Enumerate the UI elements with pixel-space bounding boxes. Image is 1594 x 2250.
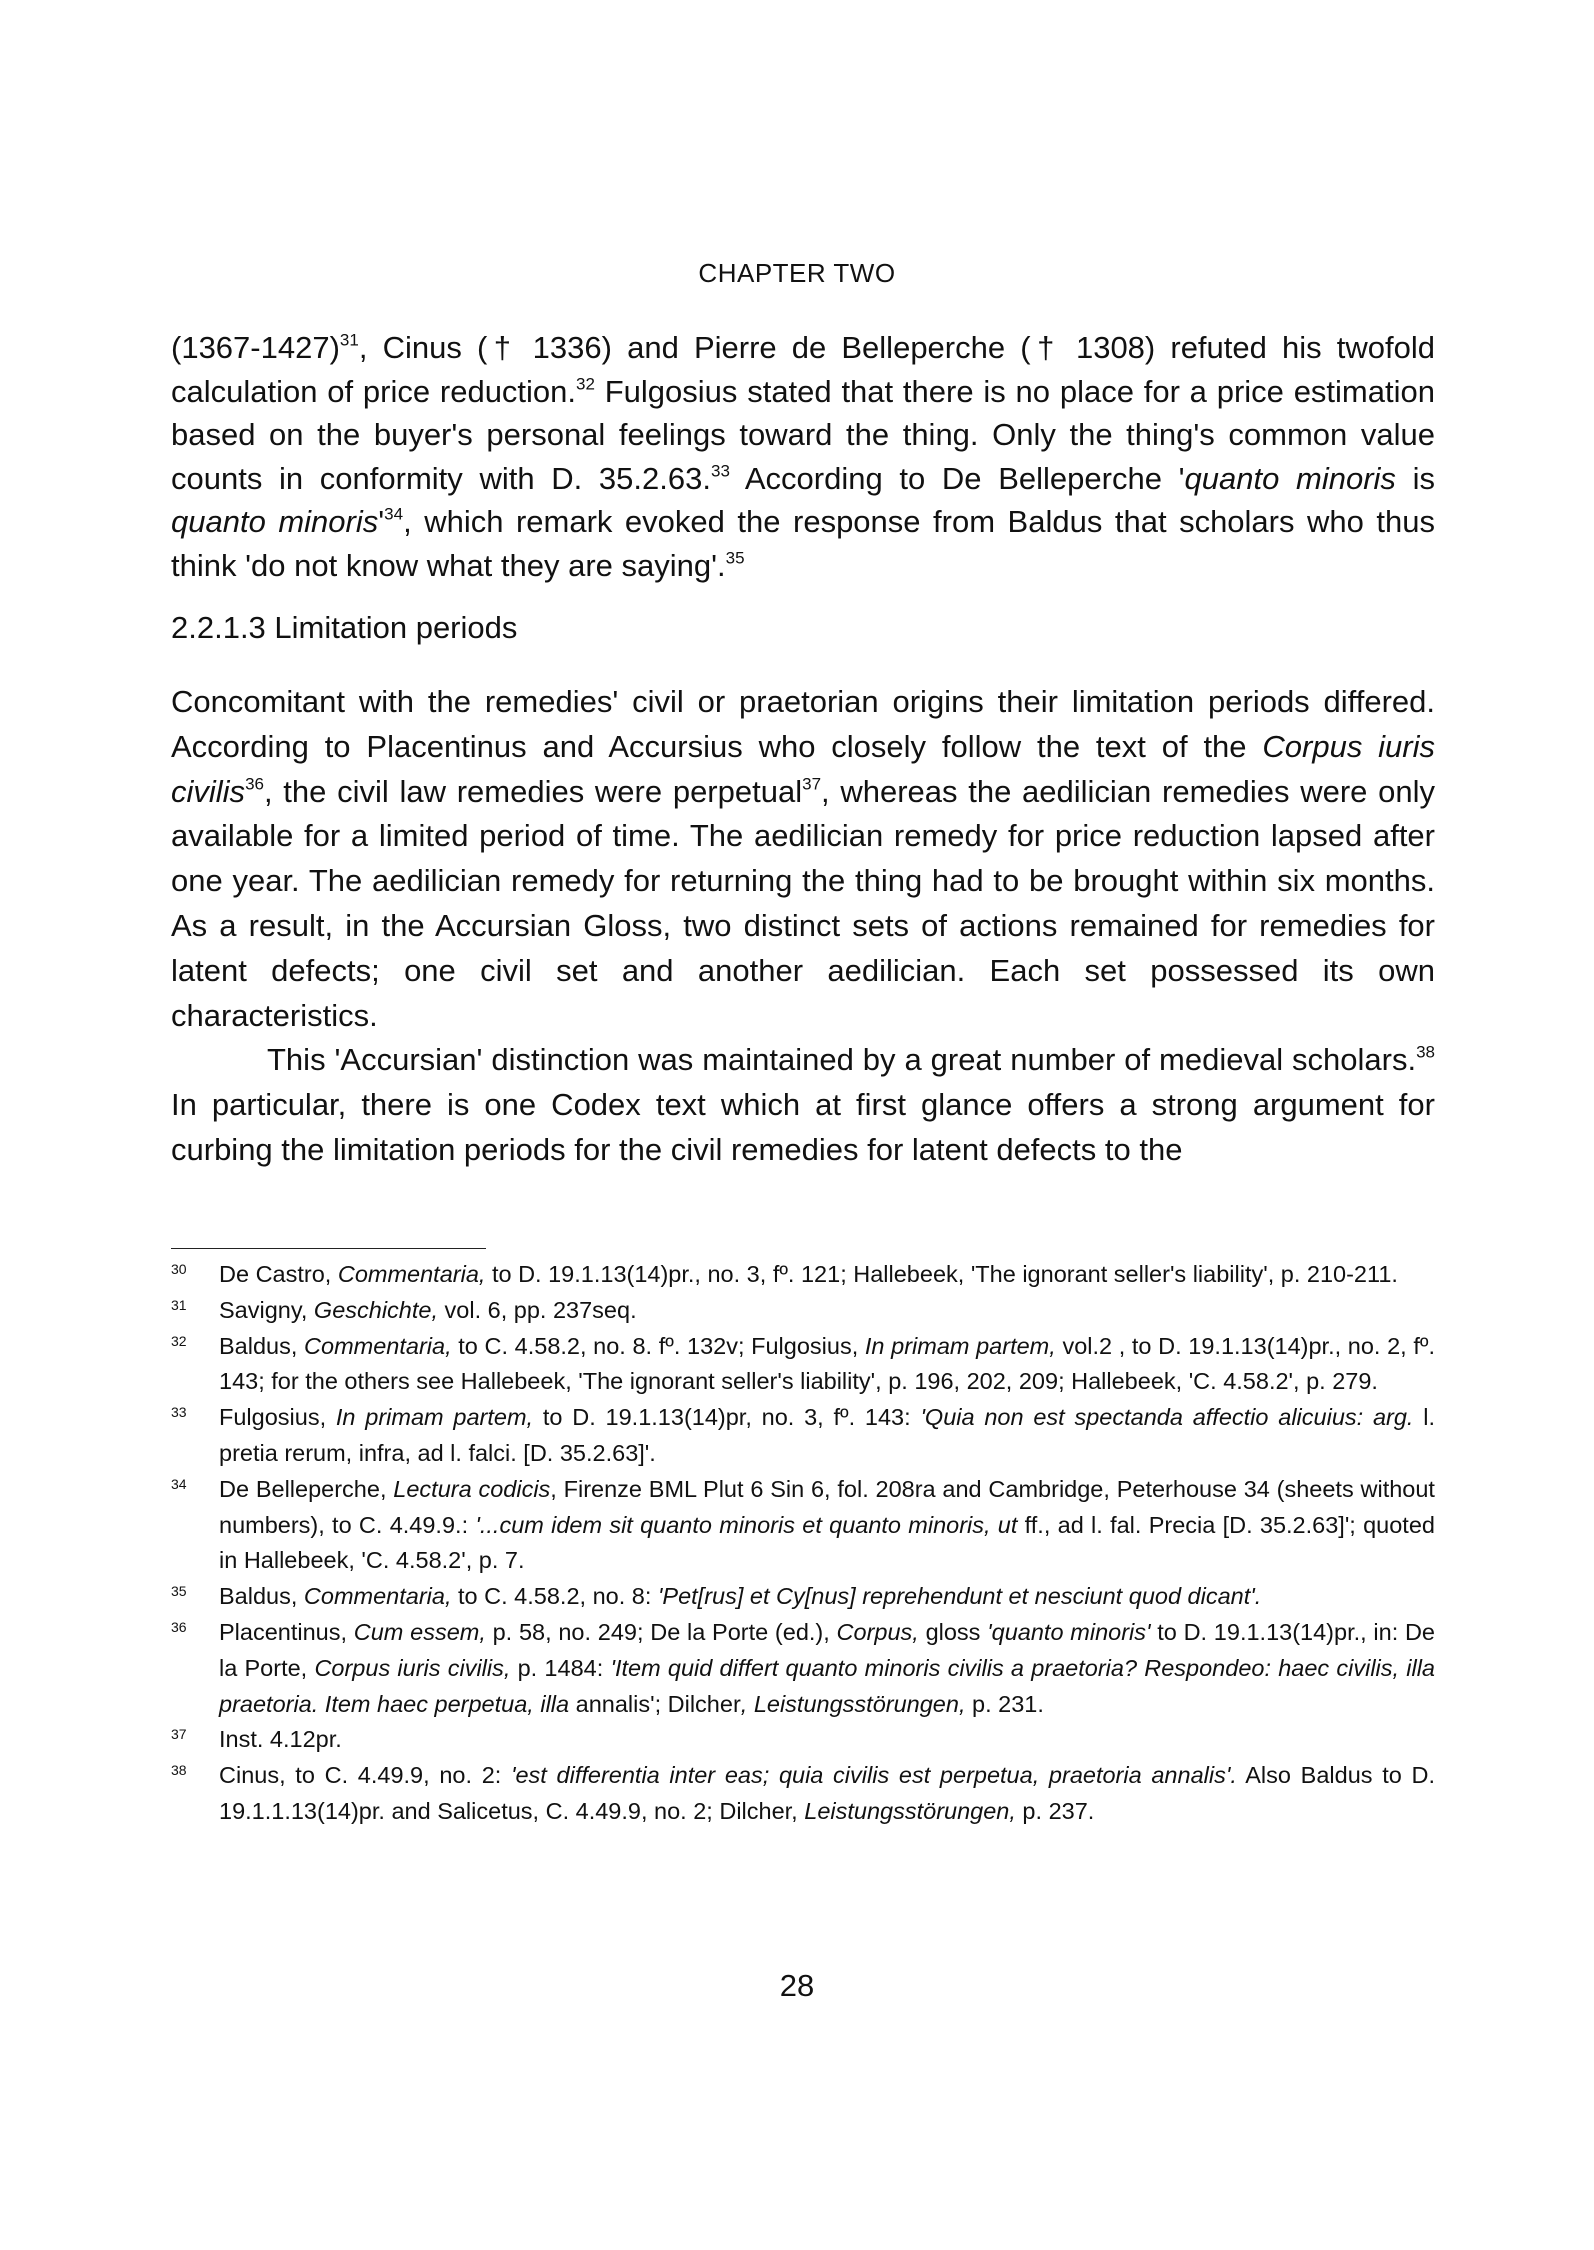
footnote-ref-31: 31: [339, 330, 359, 350]
footnote-35: 35 Baldus, Commentaria, to C. 4.58.2, no. 8: 'Pet[rus] et Cy[nus] reprehendunt et nesciunt quod dicant'.: [171, 1583, 1262, 1610]
paragraph-2-and-3: [171, 680, 1435, 1173]
footnote-ref-34: 34: [384, 504, 404, 524]
footnote-30: 30 De Castro, Commentaria, to D. 19.1.13(14)pr., no. 3, fº. 121; Hallebeek, 'The ignorant seller's liability', p. 210-211.: [171, 1261, 1398, 1287]
footnote-ref-32: 32: [576, 373, 595, 393]
footnote-32: 32 Baldus, Commentaria, to C. 4.58.2, no. 8. fº. 132v; Fulgosius, In primam partem, vol.2 , to D. 19.1.13(14)pr., no. 2, fº. 143; for the others see Hallebeek, 'The ignorant seller's liability', p. 196, 202, 209; Hallebeek, 'C. 4.58.2', p. 279.: [171, 1332, 1435, 1395]
footnote-ref-36: 36: [245, 773, 264, 793]
footnote-ref-33: 33: [710, 460, 730, 480]
section-heading: 2.2.1.3 Limitation periods: [171, 610, 518, 645]
footnote-ref-37: 37: [802, 773, 822, 793]
paragraph-2: Concomitant with the remedies' civil or praetorian origins their limitation periods differed. According to Placentinus and Accursius who closely follow the text of the Corpus iuris civilis$^{36}$, the civil law remedies were perpetual$^{37}$, whereas the aedilician remedies were only available for a limited period of time. The aedilician remedy for price reduction lapsed after one year. The aedilician remedy for returning the thing had to be brought within six months. As a result, in the Accursian Gloss, two distinct sets of actions remained for remedies for latent defects; one civil set and another aedilician. Each set possessed its own characteristics.: [171, 684, 1436, 1033]
footnotes: [171, 1257, 1435, 1830]
footnote-33: 33 Fulgosius, In primam partem, to D. 19.1.13(14)pr, no. 3, fº. 143: 'Quia non est spectanda affectio alicuius: arg. l. pretia rerum, infra, ad l. falci. [D. 35.2.63]'.: [171, 1404, 1435, 1466]
page-number: 28: [779, 1968, 815, 2003]
footnote-ref-38: 38: [1416, 1042, 1435, 1062]
footnote-34: 34 De Belleperche, Lectura codicis, Firenze BML Plut 6 Sin 6, fol. 208ra and Cambridge, Peterhouse 34 (sheets without numbers), to C. 4.49.9.: '...cum idem sit quanto minoris et quanto minoris, ut ff., ad l. fal. Precia [D. 35.2.63]'; quoted in Hallebeek, 'C. 4.58.2', p. 7.: [171, 1475, 1435, 1574]
footnote-37: 37 Inst. 4.12pr.: [171, 1726, 342, 1753]
footnote-separator: [171, 1248, 486, 1249]
footnote-38: 38 Cinus, to C. 4.49.9, no. 2: 'est differentia inter eas; quia civilis est perpetua, praetoria annalis'. Also Baldus to D. 19.1.1.13(14)pr. and Salicetus, C. 4.49.9, no. 2; Dilcher, Leistungsstörungen, p. 237.: [171, 1762, 1435, 1824]
paragraph-1: (1367-1427)$^{31}$, Cinus († 1336) and Pierre de Belleperche († 1308) refuted his twofold calculation of price reduction.$^{32}$ Fulgosius stated that there is no place for a price estimation based on the buyer's personal feelings toward the thing. Only the thing's common value counts in conformity with D. 35.2.63.33 According to De Belleperche 'quanto minoris is quanto $minoris'^{34}$, which remark evoked the response from Baldus that scholars who thus think 'do not know what they are saying'.$^{35}$: [171, 330, 1435, 583]
running-header: CHAPTER TWO: [698, 258, 896, 288]
footnote-ref-35: 35: [725, 547, 745, 567]
footnote-36: 36 Placentinus, Cum essem, p. 58, no. 249; De la Porte (ed.), Corpus, gloss 'quanto minoris' to D. 19.1.13(14)pr., in: De la Porte, Corpus iuris civilis, p. 1484: 'Item quid differt quanto minoris civilis a praetoria? Respondeo: haec civilis, illa praetoria. Item haec perpetua, illa annalis'; Dilcher, Leistungsstörungen, p. 231.: [171, 1618, 1436, 1717]
footnote-31: 31 Savigny, Geschichte, vol. 6, pp. 237seq.: [171, 1296, 637, 1323]
paragraph-3: This 'Accursian' distinction was maintained by a great number of medieval scholars.$^{38}$ In particular, there is one Codex text which at first glance offers a strong argument for curbing the limitation periods for the civil remedies for latent defects to the: [171, 1042, 1435, 1167]
